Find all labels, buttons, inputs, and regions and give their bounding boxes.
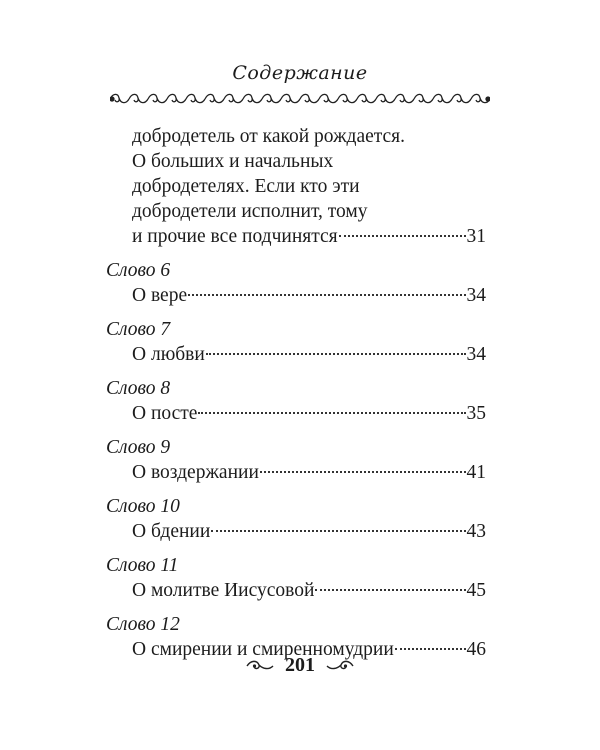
entry-page-number: 43: [466, 521, 486, 542]
header-title: Содержание: [232, 62, 368, 84]
entry-page-number: 34: [466, 285, 486, 306]
dot-leader: [395, 648, 466, 650]
section-label: Слово 8: [106, 378, 171, 399]
entry-title: и прочие все подчинятся: [132, 226, 338, 247]
dot-leader: [339, 235, 466, 237]
dot-leader: [198, 412, 465, 414]
section-label: Слово 12: [106, 614, 180, 635]
entry-title: О воздержании: [132, 462, 259, 483]
toc-entry-line[interactable]: [106, 342, 486, 367]
entry-page-number: 34: [466, 344, 486, 365]
flourish-left-icon: [245, 659, 275, 673]
page-footer: [0, 654, 600, 677]
toc-entry-line[interactable]: [106, 460, 486, 485]
toc-entry-line[interactable]: [106, 401, 486, 426]
ornamental-divider-icon: [110, 90, 490, 108]
continued-line: добродетели исполнит, тому: [132, 201, 368, 222]
continued-entry: [106, 124, 486, 249]
entry-page-number: 41: [466, 462, 486, 483]
dot-leader: [188, 294, 465, 296]
section-label: Слово 10: [106, 496, 180, 517]
flourish-right-icon: [325, 659, 355, 673]
toc-entry: [106, 317, 486, 367]
entry-page-number: 45: [466, 580, 486, 601]
toc-entry: [106, 376, 486, 426]
continued-line: О больших и начальных: [132, 151, 334, 172]
page-number: 201: [285, 654, 315, 676]
entry-page-number: 35: [466, 403, 486, 424]
toc-entry: [106, 435, 486, 485]
toc-entry: [106, 494, 486, 544]
dot-leader: [206, 353, 466, 355]
section-label: Слово 6: [106, 260, 171, 281]
entry-title: О вере: [132, 285, 188, 306]
entry-page-number: 31: [466, 226, 486, 247]
entry-title: О смирении и смиренномудрии: [132, 639, 394, 660]
toc-entry: [106, 553, 486, 603]
section-label: Слово 7: [106, 319, 171, 340]
section-label: Слово 11: [106, 555, 179, 576]
entry-title: О бдении: [132, 521, 211, 542]
continued-line: добродетелях. Если кто эти: [132, 176, 360, 197]
toc-entry: [106, 258, 486, 308]
section-label: Слово 9: [106, 437, 171, 458]
continued-line: добродетель от какой рождается.: [132, 126, 406, 147]
page-header: [0, 62, 600, 84]
toc-entry-line[interactable]: [106, 224, 486, 249]
dot-leader: [260, 471, 466, 473]
entry-title: О любви: [132, 344, 205, 365]
entry-title: О посте: [132, 403, 198, 424]
toc-entry-line[interactable]: [106, 578, 486, 603]
entry-title: О молитве Иисусовой: [132, 580, 315, 601]
dot-leader: [211, 530, 465, 532]
table-of-contents: [106, 124, 486, 662]
toc-entry-line[interactable]: [106, 283, 486, 308]
entry-page-number: 46: [466, 639, 486, 660]
toc-entry-line[interactable]: [106, 519, 486, 544]
dot-leader: [315, 589, 465, 591]
